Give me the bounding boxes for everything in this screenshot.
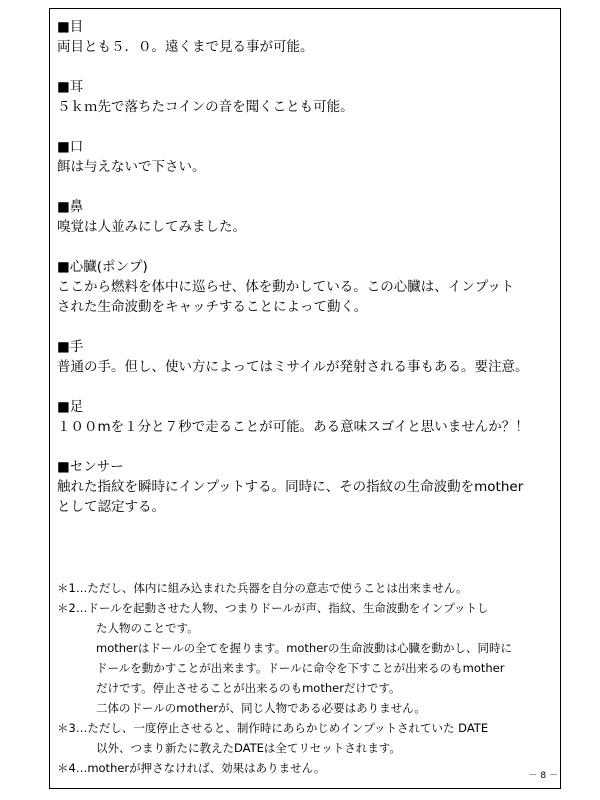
section-hands (57, 337, 557, 377)
section-sensor (57, 457, 557, 517)
page-number: － 8 － (528, 771, 558, 781)
section-heading: ■目 (57, 19, 84, 35)
section-heading: ■耳 (57, 79, 84, 95)
footnote-3: ＊3…ただし、一度停止させると、制作時にあらかじめインプットされていた DATE (57, 721, 489, 735)
section-nose (57, 197, 557, 237)
section-heading: ■心臓(ポンプ) (57, 259, 148, 275)
footnotes (57, 578, 557, 778)
section-mouth (57, 137, 557, 177)
section-heading: ■鼻 (57, 199, 84, 215)
section-text: 両目とも５．０。遠くまで見る事が可能。 (57, 39, 314, 55)
section-heading: ■センサー (57, 459, 124, 475)
footnote-2-continued: 二体のドールのmotherが、同じ人物である必要はありません。 (96, 701, 426, 715)
section-heart (57, 257, 557, 317)
footnote-2-continued: motherはドールの全てを握ります。motherの生命波動は心臓を動かし、同時に (96, 641, 513, 655)
footnote-2: ＊2…ドールを起動させた人物、つまりドールが声、指紋、生命波動をインプットし (57, 601, 489, 615)
section-heading: ■手 (57, 339, 84, 355)
section-ears (57, 77, 557, 117)
section-heading: ■口 (57, 139, 84, 155)
footnote-1: ＊1…ただし、体内に組み込まれた兵器を自分の意志で使うことは出来ません。 (57, 581, 468, 595)
footnote-2-continued: ドールを動かすことが出来ます。ドールに命令を下すことが出来るのもmother (96, 661, 505, 675)
footnote-4: ＊4…motherが押さなければ、効果はありません。 (57, 761, 326, 775)
section-text: された生命波動をキャッチすることによって動く。 (57, 299, 368, 315)
section-text: 触れた指紋を瞬時にインプットする。同時に、その指紋の生命波動をmother (57, 479, 524, 495)
section-text: 餌は与えないで下さい。 (57, 159, 206, 175)
section-text: ここから燃料を体中に巡らせ、体を動かしている。この心臓は、インプット (57, 279, 515, 295)
section-text: １００mを１分と７秒で走ることが可能。ある意味スゴイと思いませんか？！ (57, 419, 529, 435)
footnote-3-continued: 以外、つまり新たに教えたDATEは全てリセットされます。 (96, 741, 401, 755)
footnote-2-continued: だけです。停止させることが出来るのもmotherだけです。 (96, 681, 401, 695)
section-eyes (57, 17, 557, 57)
section-text: として認定する。 (57, 499, 165, 515)
section-text: 普通の手。但し、使い方によってはミサイルが発射される事もある。要注意。 (57, 359, 529, 375)
section-text: 嗅覚は人並みにしてみました。 (57, 219, 246, 235)
section-legs (57, 397, 557, 437)
footnote-2-continued: た人物のことです。 (96, 621, 199, 635)
section-heading: ■足 (57, 399, 84, 415)
section-text: ５ｋｍ先で落ちたコインの音を聞くことも可能。 (57, 99, 354, 115)
